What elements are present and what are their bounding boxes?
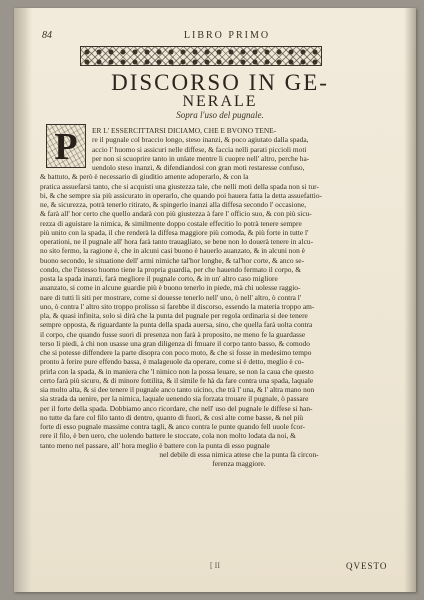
signature-mark: [ II (210, 561, 220, 570)
text-line: forte di esso pugnale massime contra tagli, & anco contra le punte quando fell uuole fcor- (40, 422, 306, 431)
text-line: rere il filo, è ben uero, che uolendo battere le stoccate, cola non molto lodata da noi, & (40, 431, 296, 441)
text-line: pla, & quasi infinita, solo si dirà che la punta del pugnale per regola ordinaria si dee tenere (40, 311, 308, 320)
text-line: il corpo, che quando fusse suori di presenza non farà à proposito, ne meno fe la guardasse (40, 329, 306, 339)
text-line: operationi, ne il pugnale all' hora farà tanto trauagliato, se bene non lo douerà tenere in alcu- (40, 237, 314, 246)
text-line: per il forte della spada. Dobbiamo anco ricordare, che nell' uso del pugnale le diffese si han- (40, 403, 313, 413)
text-line: prirla con la spada, & in maniera che 'l nimico non la possa leuare, se non la caua che questo (40, 366, 314, 376)
text-line: rezza di aguistare la nimica, & similmente doppo costale effecitio lo potrà tenere sempre (40, 218, 302, 228)
text-line: uno, ò contra l' altro sito troppo prolisso si farebbe il discorso, essendo la materia troppo am- (40, 301, 315, 311)
decorative-headpiece-ornament (80, 46, 322, 66)
text-line: certo farà più sicuro, & di minore fottilita, & il simile fe hà da fare contra una spada, laquale (40, 375, 314, 385)
page-number: 84 (42, 30, 52, 41)
text-line: tanto meno nel passare, all' hora meglio è battere con la punta di esso pugnale (40, 440, 270, 450)
text-line: ferenza maggiore. (212, 459, 266, 468)
chapter-title-line-2: NERALE (182, 93, 258, 110)
text-line: sia strada da uenire, per la nimica, laquale uenendo sia forzata trouare il pugnale, ò passare (40, 394, 309, 404)
body-text (14, 126, 416, 556)
text-line: buono secondo, le situatione dell' armi nimiche tal'hor longhe, & tal'hor corte, & anco se- (40, 255, 305, 265)
chapter-title-line-1: DISCORSO IN GE- (111, 70, 329, 95)
text-line: sia molto alta, & si dee tenere il pugnale anco tanto uicino, che trà l' una, & l' altra mano non (40, 385, 315, 394)
page-header (42, 28, 412, 44)
text-line: terso li piedi, à chi non usasse una gran diligenza di fmuare il corpo tanto basso, & comodo (40, 338, 310, 348)
text-line: che si potesse diffendere la parte disopra con poco moto, & che si fosse in medesimo tempo (40, 348, 312, 357)
text-line: posta la spada inanzi, farà megliore il pugnale corto, & in un' altro caso migliore (40, 274, 278, 283)
text-line: re il pugnale col braccio longo, steso inanzi, & poco agiutato dalla spada, (92, 135, 309, 145)
running-head: LIBRO PRIMO (183, 30, 271, 41)
text-line: pronto à ferire pure effendo bassa, è malageuole da operare, come si è detto, meglio è co- (40, 357, 304, 367)
text-line: uendolo steso inanzi, & difendiandosi con gran moti restaresse confuso, (92, 163, 305, 172)
catchword: QVESTO (346, 561, 388, 571)
text-line: no tutte da fare col filo tanto di dentro, quanto di fuori, & così alte come basse, & nel più (40, 412, 304, 422)
text-line: no sito fermo, la ragione è, che in alcuni casi buono è hauerlo auanzato, & in alcuni non è (40, 246, 305, 256)
text-line: auanzato, si come in alcune guardie più è buono tenerlo in piede, mà chi uolesse raggio- (40, 283, 301, 293)
text-line: per non si scuoprire tanto in unlate mentre li cuopre nell' altro, perche ha- (92, 153, 310, 163)
text-line: & battuto, & però è necessario di giuditio amente adoperarlo, & con la (40, 172, 249, 182)
text-line: più unito con la spada, il che renderà la diffesa maggiore più comoda, & più forte in tutte l' (40, 227, 309, 237)
text-line: ER L' ESSERCITTARSI DICIAMO, CHE E BVONO TENE- (92, 126, 277, 135)
book-page (14, 8, 416, 592)
text-line: sempre opposta, & riguardante la punta della spada auersa, sino, che quella farà uolta contra (40, 320, 313, 330)
text-line: ne, & sicurezza, potrà tenerlo ritirato, & spingerlo inanzi alla diffesa secondo l' occasione, (40, 200, 307, 209)
chapter-subtitle: Sopra l'uso del pugnale. (176, 110, 264, 120)
text-line: condo, che l'istesso huomo tiene la propria guardia, per che hauendo fermato il corpo, & (40, 264, 301, 274)
text-line: nare di tutti li siti per mostrare, come si douesse tenerlo nell' uno, ò nell' altro, ò contra l' (40, 292, 302, 302)
text-line: & farà all' hor certo che quello andarà con più giustezza à fare l' officio suo, & con più sicu- (40, 209, 312, 219)
text-line: accio l' huomo si assicuri nelle diffese, & faccia nelli parati piccioli moti (92, 144, 307, 154)
decorated-initial: P (46, 124, 86, 168)
text-line: pratica assuefarsi tanto, che si acquisti una giustezza tale, che nelli moti della spada non si tur- (40, 181, 319, 191)
text-line: nel debile di essa nimica attese che la punta fà circon- (159, 449, 319, 459)
text-line: bi, & che sempre sia più assicurato in operarlo, che quando poi hauera fatta la detta assuefattio- (40, 190, 322, 200)
